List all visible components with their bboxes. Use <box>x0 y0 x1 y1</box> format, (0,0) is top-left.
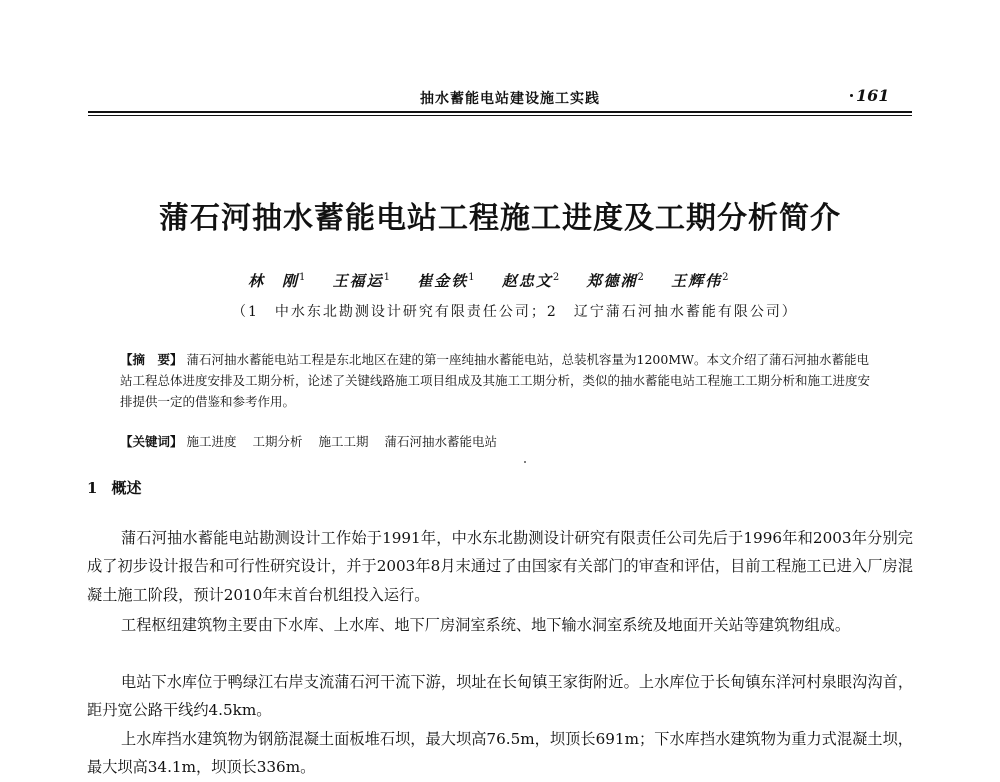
section-heading <box>87 477 141 498</box>
keyword: 施工进度 <box>186 434 237 449</box>
keyword: 蒲石河抽水蓄能电站 <box>384 434 498 449</box>
article-title: 蒲石河抽水蓄能电站工程施工进度及工期分析简介 <box>159 201 841 236</box>
body-paragraph: 上水库挡水建筑物为钢筋混凝土面板堆石坝，最大坝高76.5m，坝顶长691m；下水库挡水建筑物为重力式混凝土坝，最大坝高34.1m，坝顶长336m。 <box>87 730 913 777</box>
abstract-label: 【摘 要】 <box>120 352 183 367</box>
keywords <box>120 432 509 450</box>
author: 郑德湘$^2$ <box>586 272 644 290</box>
author: 崔金铁$^1$ <box>417 272 475 290</box>
page-number: 161 <box>856 86 890 105</box>
author: 赵忠文$^2$ <box>501 272 560 290</box>
keyword: 施工工期 <box>318 434 369 449</box>
keyword: 工期分析 <box>252 434 303 449</box>
header-rule-thin <box>88 115 912 116</box>
affiliations: （1 中水东北勘测设计研究有限责任公司；2 辽宁蒲石河抽水蓄能有限公司） <box>232 304 798 320</box>
body-paragraph: 蒲石河抽水蓄能电站勘测设计工作始于1991年，中水东北勘测设计研究有限责任公司先后于1996年和2003年分别完成了初步设计报告和可行性研究设计，并于2003年8月末通过了由国家有关部门的审查和评估，目前工程施工已进入厂房混凝土施工阶段，预计2010年末首台机组投入运行。 <box>87 529 913 604</box>
body-paragraph: 工程枢纽建筑物主要由下水库、上水库、地下厂房洞室系统、地下输水洞室系统及地面开关站等建筑物组成。 <box>121 616 850 635</box>
header-rule-thick <box>88 111 912 113</box>
section-title: 概述 <box>111 479 142 497</box>
stray-dot <box>524 461 526 463</box>
author: 王福运$^1$ <box>332 272 391 290</box>
abstract <box>120 349 880 412</box>
author: 林 刚$^1$ <box>248 272 306 290</box>
header-dot <box>850 94 853 97</box>
body-paragraph: 电站下水库位于鸭绿江右岸支流蒲石河干流下游，坝址在长甸镇王家街附近。上水库位于长甸镇东洋河村泉眼沟沟首，距丹宽公路干线约4.5km。 <box>87 673 913 720</box>
author-list <box>248 270 751 291</box>
section-number: 1 <box>87 479 98 497</box>
keywords-label: 【关键词】 <box>120 434 183 449</box>
abstract-text: 蒲石河抽水蓄能电站工程是东北地区在建的第一座纯抽水蓄能电站，总装机容量为1200MW。本文介绍了蒲石河抽水蓄能电站工程总体进度安排及工期分析，论述了关键线路施工项目组成及其施工工期分析，类似的抽水蓄能电站工程施工工期分析和施工进度安排提供一定的借鉴和参考作用。 <box>120 352 871 409</box>
running-header-title: 抽水蓄能电站建设施工实践 <box>420 91 600 107</box>
author: 王辉伟$^2$ <box>671 272 729 290</box>
